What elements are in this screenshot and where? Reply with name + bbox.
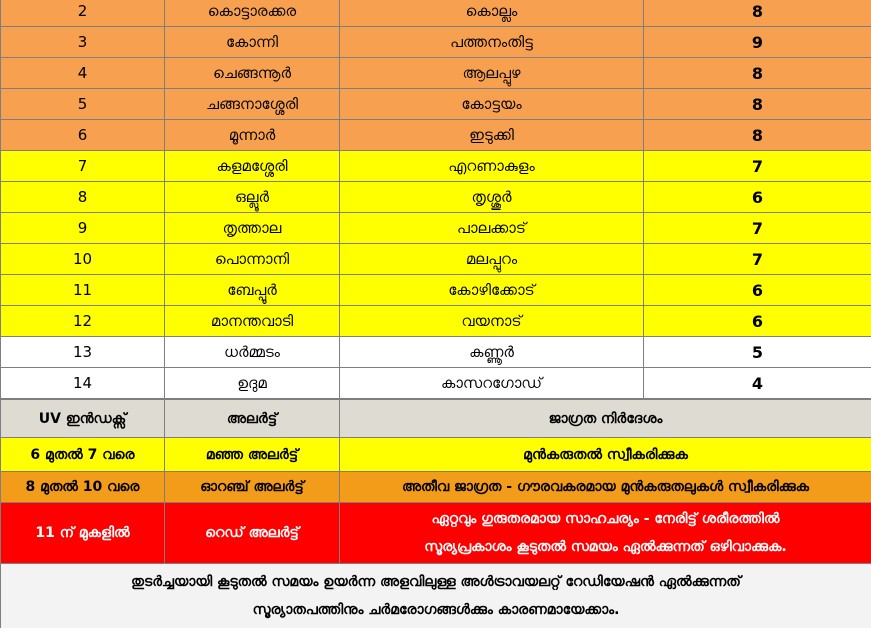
red-alert: റെഡ് അലർട്ട് — [165, 503, 340, 564]
table-row — [1, 337, 871, 368]
red-range: 11 ന് മുകളിൽ — [1, 503, 165, 564]
table-row — [1, 0, 871, 27]
table-row — [1, 213, 871, 244]
district-name: പത്തനംതിട്ട — [340, 27, 644, 58]
table-row — [1, 151, 871, 182]
uv-legend-table — [0, 399, 871, 628]
row-number: 6 — [1, 120, 165, 151]
uv-index-value: 6 — [644, 306, 871, 337]
district-name: മലപ്പുറം — [340, 244, 644, 275]
table-row — [1, 244, 871, 275]
red-advice-line1: ഏറ്റവും ഗുരുതരമായ സാഹചര്യം - നേരിട്ട് ശരീരത്തിൽ — [431, 511, 780, 527]
district-name: വയനാട് — [340, 306, 644, 337]
station-name: ഉദുമ — [165, 368, 340, 399]
uv-index-value: 7 — [644, 213, 871, 244]
row-number: 10 — [1, 244, 165, 275]
alert-header: അലർട്ട് — [165, 400, 340, 438]
row-number: 9 — [1, 213, 165, 244]
yellow-range: 6 മുതൽ 7 വരെ — [1, 438, 165, 472]
uv-index-value: 9 — [644, 27, 871, 58]
health-note-row — [1, 564, 871, 629]
station-name: മാനന്തവാടി — [165, 306, 340, 337]
legend-red-row — [1, 503, 871, 564]
district-name: കൊല്ലം — [340, 0, 644, 27]
uv-index-value: 5 — [644, 337, 871, 368]
advice-header: ജാഗ്രത നിർദേശം — [340, 400, 871, 438]
health-note-line2: സൂര്യാതപത്തിനും ചർമരോഗങ്ങൾക്കും കാരണമായേക്കാം. — [252, 602, 620, 618]
station-name: ഒല്ലൂർ — [165, 182, 340, 213]
district-name: ഇടുക്കി — [340, 120, 644, 151]
health-note — [1, 564, 871, 629]
station-name: മൂന്നാർ — [165, 120, 340, 151]
station-name: കൊട്ടാരക്കര — [165, 0, 340, 27]
uv-index-value: 8 — [644, 58, 871, 89]
row-number: 12 — [1, 306, 165, 337]
district-name: ആലപ്പുഴ — [340, 58, 644, 89]
district-name: പാലക്കാട് — [340, 213, 644, 244]
table-row — [1, 275, 871, 306]
orange-advice: അതീവ ജാഗ്രത - ഗൗരവകരമായ മുൻകരുതലുകൾ സ്വീകരിക്കുക — [340, 472, 871, 503]
health-note-line1: തുടർച്ചയായി കൂടുതൽ സമയം ഉയർന്ന അളവിലുള്ള അൾട്രാവയലറ്റ് റേഡിയേഷൻ ഏൽക്കുന്നത് — [131, 574, 741, 590]
uv-index-value: 6 — [644, 182, 871, 213]
table-row — [1, 368, 871, 399]
table-row — [1, 306, 871, 337]
legend-orange-row — [1, 472, 871, 503]
table-row — [1, 58, 871, 89]
legend-yellow-row — [1, 438, 871, 472]
uv-index-value: 4 — [644, 368, 871, 399]
red-advice — [340, 503, 871, 564]
station-name: തൃത്താല — [165, 213, 340, 244]
uv-index-value: 6 — [644, 275, 871, 306]
station-name: ധർമ്മടം — [165, 337, 340, 368]
uv-index-value: 7 — [644, 244, 871, 275]
orange-alert: ഓറഞ്ച് അലർട്ട് — [165, 472, 340, 503]
district-name: കോഴിക്കോട് — [340, 275, 644, 306]
table-row — [1, 182, 871, 213]
row-number: 4 — [1, 58, 165, 89]
uv-index-value: 8 — [644, 0, 871, 27]
red-advice-line2: സൂര്യപ്രകാശം കൂടുതൽ സമയം ഏൽക്കുന്നത് ഒഴിവാക്കുക. — [424, 539, 787, 555]
table-row — [1, 120, 871, 151]
row-number: 11 — [1, 275, 165, 306]
orange-range: 8 മുതൽ 10 വരെ — [1, 472, 165, 503]
uv-index-value: 8 — [644, 120, 871, 151]
station-name: പൊന്നാനി — [165, 244, 340, 275]
row-number: 13 — [1, 337, 165, 368]
yellow-advice: മുൻകരുതൽ സ്വീകരിക്കുക — [340, 438, 871, 472]
row-number: 3 — [1, 27, 165, 58]
table-row — [1, 27, 871, 58]
uv-index-rows — [1, 0, 871, 399]
station-name: കളമശ്ശേരി — [165, 151, 340, 182]
district-name: കോട്ടയം — [340, 89, 644, 120]
row-number: 7 — [1, 151, 165, 182]
row-number: 5 — [1, 89, 165, 120]
district-name: തൃശ്ശൂർ — [340, 182, 644, 213]
uv-index-value: 7 — [644, 151, 871, 182]
station-name: ചെങ്ങന്നൂർ — [165, 58, 340, 89]
district-name: കണ്ണൂർ — [340, 337, 644, 368]
uv-index-value: 8 — [644, 89, 871, 120]
yellow-alert: മഞ്ഞ അലർട്ട് — [165, 438, 340, 472]
uv-index-header: UV ഇൻഡക്സ് — [1, 400, 165, 438]
district-name: കാസറഗോഡ് — [340, 368, 644, 399]
station-name: ചങ്ങനാശ്ശേരി — [165, 89, 340, 120]
row-number: 8 — [1, 182, 165, 213]
table-row — [1, 89, 871, 120]
legend-header-row — [1, 400, 871, 438]
row-number: 14 — [1, 368, 165, 399]
district-name: എറണാകുളം — [340, 151, 644, 182]
row-number: 2 — [1, 0, 165, 27]
station-name: ബേപ്പൂർ — [165, 275, 340, 306]
station-name: കോന്നി — [165, 27, 340, 58]
